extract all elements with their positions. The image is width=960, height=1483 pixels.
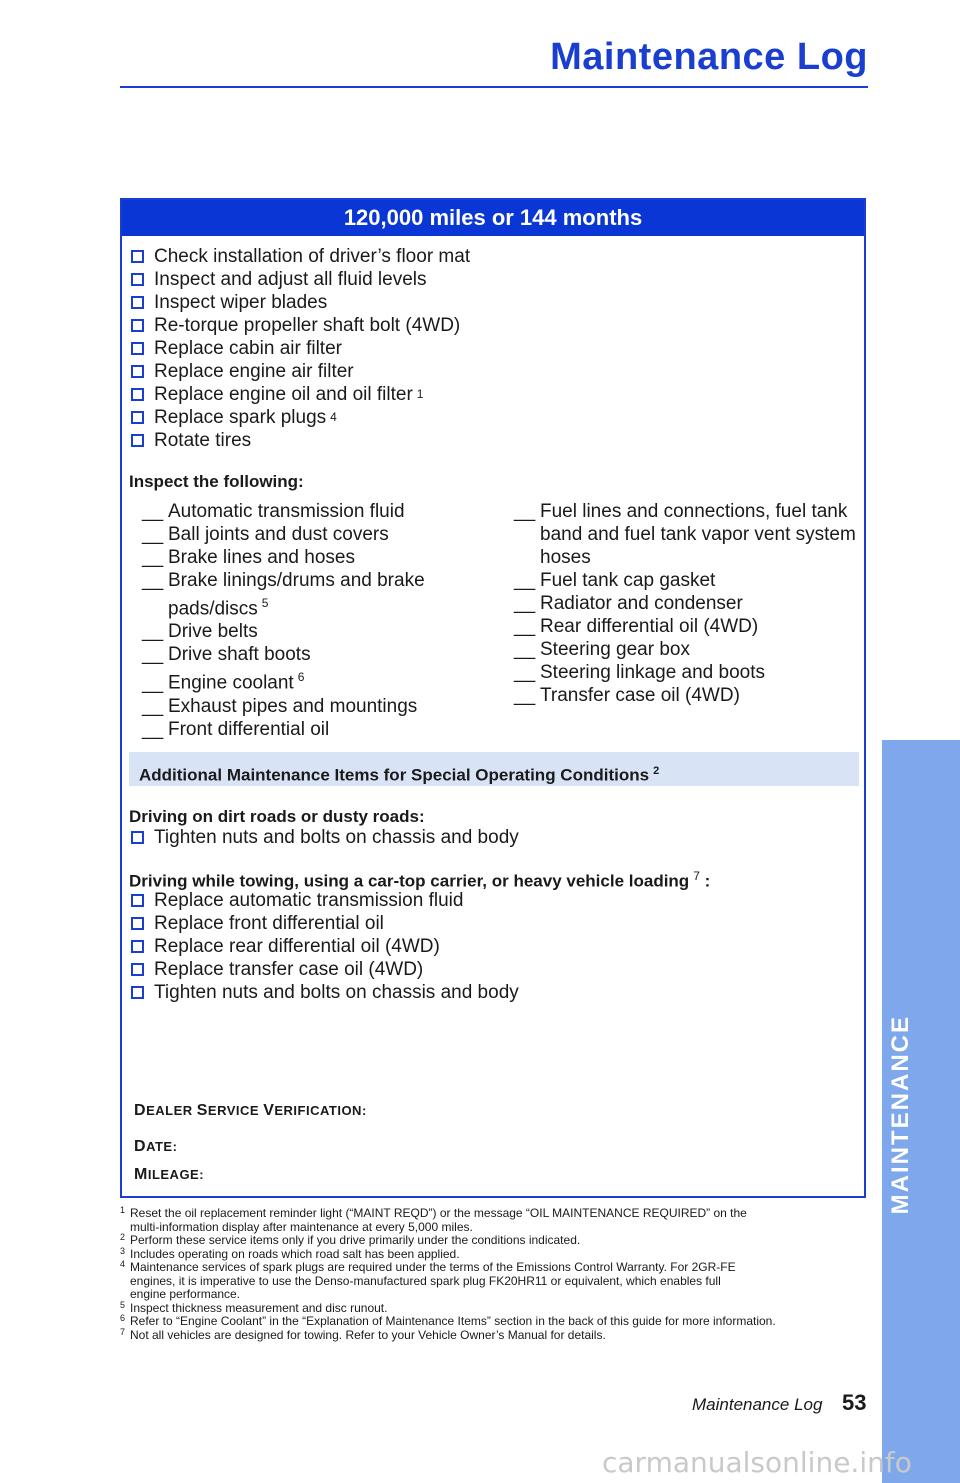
checkbox[interactable] — [131, 831, 144, 844]
checklist-item-label: Replace rear differential oil (4WD) — [154, 936, 440, 957]
footnote-ref: 5 — [261, 596, 269, 610]
dirt-roads-label: Driving on dirt roads or dusty roads: — [129, 807, 425, 826]
watermark: carmanualsonline.info — [602, 1446, 912, 1479]
dealer-service-verification-label: DEALER SERVICE VERIFICATION: — [134, 1102, 367, 1119]
inspect-item — [514, 684, 864, 707]
footnote-line: multi-information display after maintenance at every 5,000 miles. — [130, 1219, 473, 1234]
inspect-blank: __ — [142, 621, 164, 643]
checkbox[interactable] — [131, 273, 144, 286]
checklist-item-label: Replace cabin air filter — [154, 338, 342, 359]
checklist-item — [122, 314, 474, 337]
inspect-item — [142, 643, 502, 666]
inspect-blank: __ — [142, 695, 164, 717]
inspect-item — [142, 620, 502, 643]
inspect-item-text: Fuel tank cap gasket — [540, 570, 716, 591]
inspect-blank: __ — [514, 593, 536, 614]
checklist-item-label: Replace automatic transmission fluid — [154, 890, 464, 911]
footnote — [120, 1299, 862, 1316]
checklist-item-label: Tighten nuts and bolts on chassis and body — [154, 982, 519, 1003]
footnote-ref: 1 — [416, 387, 424, 401]
inspect-list-left — [142, 500, 502, 741]
footnote-line: engine performance. — [130, 1287, 241, 1301]
checkbox[interactable] — [131, 986, 144, 999]
footnote-number: 3 — [120, 1245, 126, 1256]
inspect-blank: __ — [142, 718, 164, 740]
checklist-item — [122, 291, 474, 314]
checkbox[interactable] — [131, 963, 144, 976]
footnotes — [120, 1207, 862, 1342]
inspect-item-continuation — [514, 546, 864, 569]
checklist-item-label: Tighten nuts and bolts on chassis and body — [154, 827, 519, 848]
footnote-ref: 4 — [330, 410, 337, 424]
inspect-blank: __ — [142, 672, 164, 694]
inspect-item-text: Front differential oil — [168, 718, 330, 740]
inspect-blank: __ — [514, 616, 536, 637]
maintenance-schedule-box — [120, 198, 866, 1198]
inspect-item-text: Steering gear box — [540, 639, 690, 660]
inspect-blank: __ — [142, 644, 164, 666]
checklist-item — [122, 360, 474, 383]
checkbox[interactable] — [131, 342, 144, 355]
inspect-item — [514, 500, 864, 569]
checkbox[interactable] — [131, 296, 144, 309]
checklist-item — [122, 429, 474, 452]
checklist-item-label: Inspect wiper blades — [154, 292, 328, 313]
inspect-item-text: Exhaust pipes and mountings — [168, 695, 418, 717]
footnote-number: 2 — [120, 1232, 126, 1242]
inspect-blank: __ — [514, 501, 536, 522]
footnote — [120, 1326, 862, 1343]
checkbox[interactable] — [131, 388, 144, 401]
inspect-blank: __ — [514, 639, 536, 660]
checklist-item-label: Replace transfer case oil (4WD) — [154, 959, 424, 980]
checkbox[interactable] — [131, 894, 144, 907]
towing-label: Driving while towing, using a car-top carrier, or heavy vehicle loading $^7$ : — [129, 869, 711, 891]
checklist-item-label: Replace spark plugs — [154, 407, 327, 428]
checkbox[interactable] — [131, 917, 144, 930]
footnote — [120, 1315, 862, 1329]
page-number: 53 — [842, 1390, 867, 1415]
inspect-item — [142, 666, 502, 694]
inspect-item-continuation — [514, 523, 864, 546]
dirt-roads-checklist — [122, 826, 519, 849]
inspect-item — [514, 615, 864, 638]
inspect-item — [514, 592, 864, 615]
inspect-blank: __ — [142, 570, 164, 591]
inspect-blank: __ — [142, 547, 164, 568]
inspect-item-text: Automatic transmission fluid — [168, 501, 405, 522]
inspect-item-text: Fuel lines and connections, fuel tank — [540, 501, 848, 522]
title-rule — [120, 86, 868, 88]
checklist-item — [122, 337, 474, 360]
inspect-item-text: pads/discs — [168, 598, 258, 620]
checklist-item — [122, 981, 519, 1004]
checklist-item — [122, 245, 474, 268]
checkbox[interactable] — [131, 940, 144, 953]
inspect-item-text: Steering linkage and boots — [540, 662, 765, 683]
footnote-line: Includes operating on roads which road salt has been applied. — [130, 1246, 460, 1261]
inspect-list-right — [514, 500, 864, 707]
inspect-item — [514, 569, 864, 592]
checkbox[interactable] — [131, 411, 144, 424]
inspect-item-text: Ball joints and dust covers — [168, 524, 389, 545]
footnote-line: Maintenance services of spark plugs are required under the terms of the Emissions Control Warranty. For 2GR-FE — [130, 1260, 736, 1274]
inspect-item-text: Brake lines and hoses — [168, 547, 355, 568]
inspect-item — [142, 500, 502, 523]
towing-checklist — [122, 889, 519, 1004]
inspect-blank: __ — [514, 685, 536, 706]
checklist-item — [122, 826, 519, 849]
inspect-item — [142, 523, 502, 546]
date-label: DATE: — [134, 1138, 178, 1155]
checklist-item-label: Replace engine air filter — [154, 361, 354, 382]
inspect-item — [142, 546, 502, 569]
checklist-item — [122, 889, 519, 912]
inspect-item-text: band and fuel tank vapor vent system — [540, 524, 856, 545]
inspect-blank: __ — [514, 570, 536, 591]
additional-maintenance-heading: Additional Maintenance Items for Special Operating Conditions $^2$ — [129, 752, 859, 786]
inspect-blank: __ — [142, 501, 164, 522]
checklist-item-label: Inspect and adjust all fluid levels — [154, 269, 427, 290]
footnote-line: Refer to “Engine Coolant” in the “Explanation of Maintenance Items” section in the back of this guide for more information. — [130, 1314, 776, 1328]
footnote-ref: 6 — [297, 670, 305, 685]
inspect-item-text: Drive belts — [168, 621, 258, 643]
checkbox[interactable] — [131, 319, 144, 332]
inspect-item-text: Brake linings/drums and brake — [168, 570, 425, 591]
checklist-item — [122, 935, 519, 958]
footnote-number: 7 — [120, 1326, 126, 1337]
checklist-item-label: Check installation of driver’s floor mat — [154, 246, 471, 267]
inspect-item-text: Rear differential oil (4WD) — [540, 616, 759, 637]
footnote-number: 6 — [120, 1313, 126, 1323]
inspect-item — [142, 718, 502, 741]
inspect-item — [142, 569, 502, 620]
footnote — [120, 1207, 862, 1234]
checklist-item — [122, 268, 474, 291]
checklist-item — [122, 912, 519, 935]
checklist-item-label: Rotate tires — [154, 430, 252, 451]
inspect-item-text: Transfer case oil (4WD) — [540, 685, 740, 706]
side-tab-label: MAINTENANCE — [887, 1015, 914, 1215]
checkbox[interactable] — [131, 365, 144, 378]
footnote — [120, 1245, 862, 1262]
inspect-item-continuation — [142, 592, 502, 620]
footnote — [120, 1261, 862, 1302]
inspect-item-text: Engine coolant — [168, 672, 294, 694]
checklist-item-label: Re-torque propeller shaft bolt (4WD) — [154, 315, 461, 336]
checklist-item — [122, 383, 474, 406]
inspect-label: Inspect the following: — [129, 472, 304, 491]
footer-title: Maintenance Log — [692, 1395, 823, 1414]
checklist-item-label: Replace front differential oil — [154, 913, 384, 934]
footnote-line: Inspect thickness measurement and disc runout. — [130, 1300, 388, 1315]
checkbox[interactable] — [131, 250, 144, 263]
checklist-item — [122, 406, 474, 429]
footnote-line: Reset the oil replacement reminder light (“MAINT REQD”) or the message “OIL MAINTENANCE REQUIRED” on the — [130, 1206, 747, 1220]
inspect-item-text: Drive shaft boots — [168, 644, 311, 666]
checklist-item-label: Replace engine oil and oil filter — [154, 384, 413, 405]
inspect-blank: __ — [514, 662, 536, 683]
footnote-number: 4 — [120, 1259, 126, 1269]
inspect-item-text: Radiator and condenser — [540, 593, 743, 614]
footnote — [120, 1234, 862, 1248]
footnote-line: Perform these service items only if you drive primarily under the conditions indicated. — [130, 1233, 581, 1247]
service-checklist — [122, 245, 474, 452]
inspect-item-text: hoses — [540, 547, 591, 568]
checklist-item — [122, 958, 519, 981]
schedule-header: 120,000 miles or 144 months — [122, 200, 864, 236]
footnote-number: 5 — [120, 1299, 126, 1310]
footnote-number: 1 — [120, 1205, 126, 1215]
checkbox[interactable] — [131, 434, 144, 447]
inspect-item — [142, 695, 502, 718]
inspect-item — [514, 638, 864, 661]
mileage-label: MILEAGE: — [134, 1166, 205, 1183]
inspect-blank: __ — [142, 524, 164, 545]
footnote-line: Not all vehicles are designed for towing. Refer to your Vehicle Owner’s Manual for details. — [130, 1327, 606, 1342]
footnote-line: engines, it is imperative to use the Denso-manufactured spark plug FK20HR11 or equivalent, which enables full — [130, 1273, 721, 1288]
page-title: Maintenance Log — [550, 36, 868, 78]
inspect-item — [514, 661, 864, 684]
